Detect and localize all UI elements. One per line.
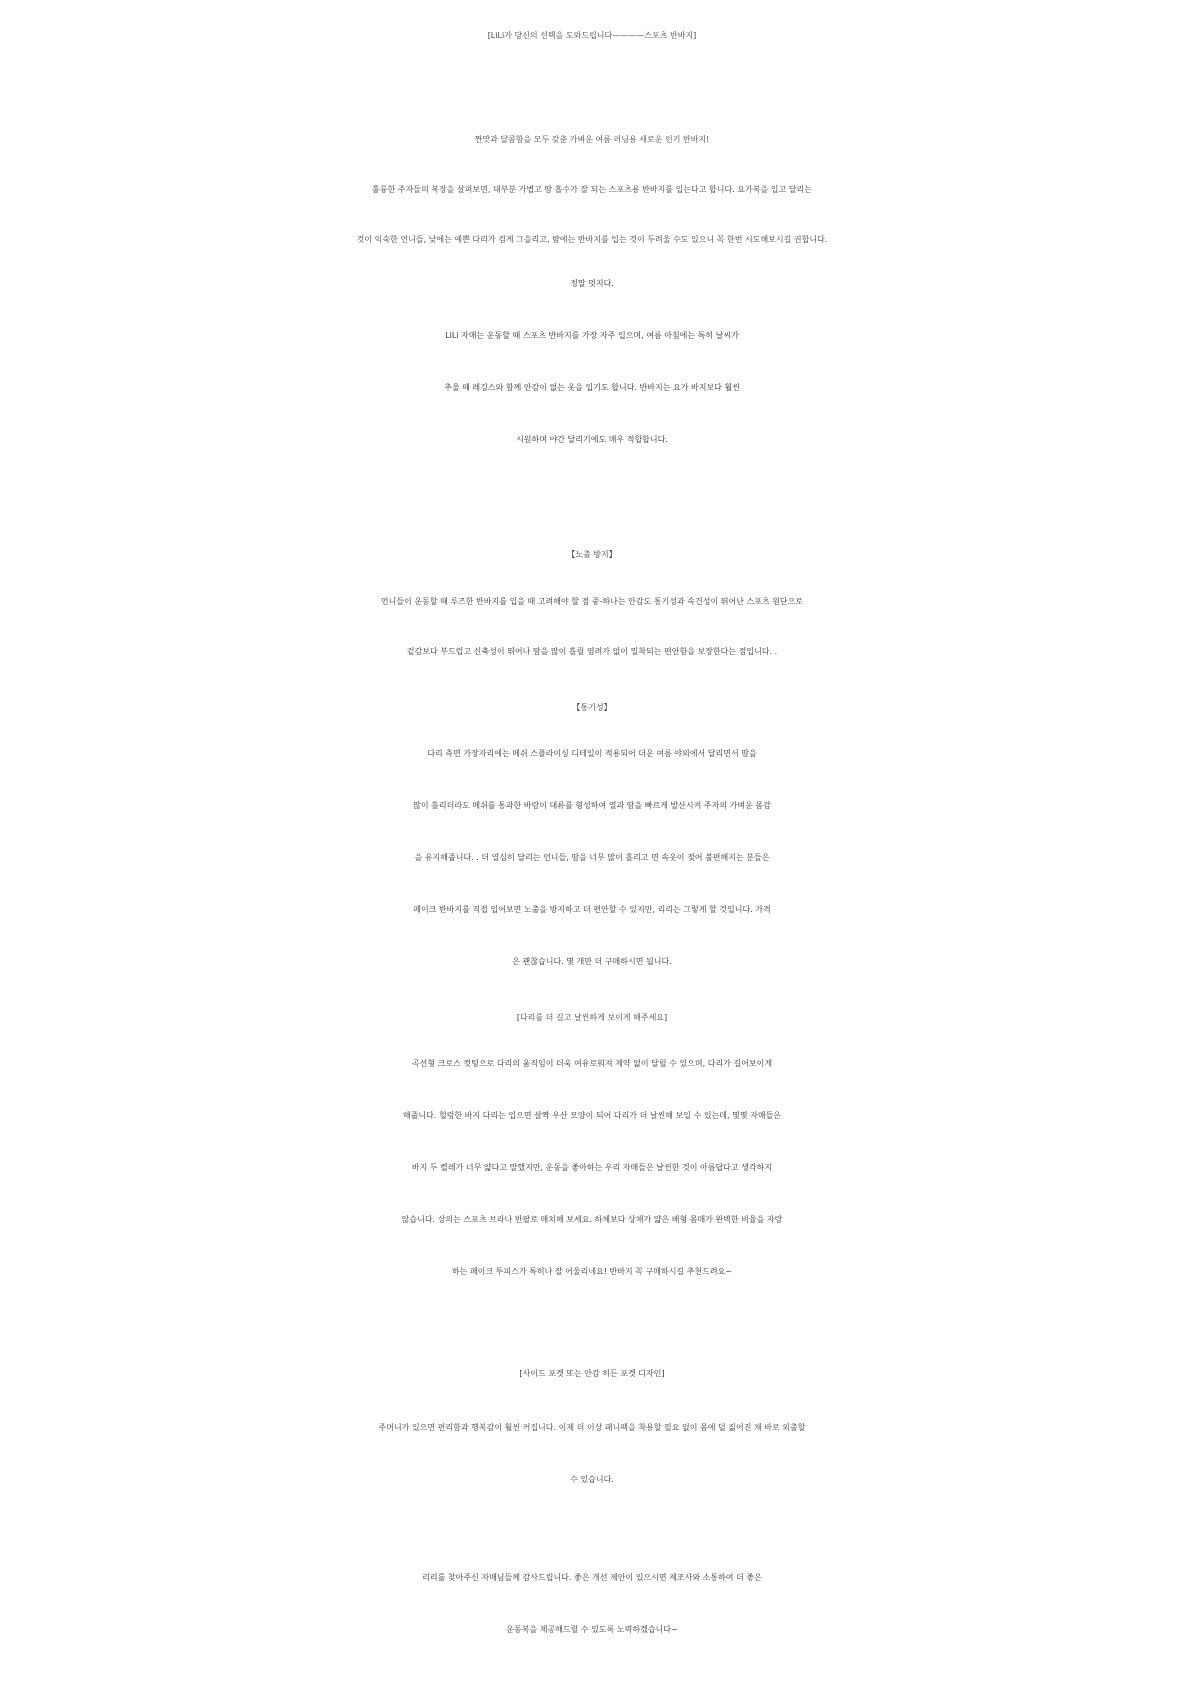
page-title: [LiLi가 당신의 선택을 도와드립니다————스포츠 반바지] <box>487 31 697 40</box>
highlight-line: 시원하며 야간 달리기에도 매우 적합합니다. <box>516 435 668 444</box>
section-heading-pocket: [사이드 포켓 또는 안감 히든 포켓 디자인] <box>519 1369 665 1378</box>
intro-tagline: 짠맛과 달콤함을 모두 갖춘 가벼운 여름 러닝용 새로운 인기 반바지! <box>474 135 710 144</box>
breathability-line: 페이크 반바지를 직접 입어보면 노출을 방지하고 더 편안할 수 있지만, 리리는 그렇게 할 것입니다. 가격 <box>413 905 771 914</box>
pocket-line: 주머니가 있으면 편리함과 행복감이 훨씬 커집니다. 이제 더 이상 패니팩을 착용할 필요 없이 몸에 덜 짊어진 채 바로 외출할 <box>378 1423 806 1432</box>
breathability-line: 을 유지해줍니다. . 더 열심히 달리는 언니들, 땀을 너무 많이 흘리고 면 속옷이 젖어 불편해지는 분들은 <box>414 853 770 862</box>
breathability-line: 많이 흘리더라도 메쉬를 통과한 바람이 대류를 형성하여 열과 땀을 빠르게 발산시켜 주자의 가벼운 몸감 <box>413 801 771 810</box>
highlight-line: LiLi 자매는 운동할 때 스포츠 반바지를 가장 자주 입으며, 여름 아침에는 특히 날씨가 <box>445 331 739 340</box>
breathability-line: 다리 측면 가장자리에는 메쉬 스플라이싱 디테일이 적용되어 더운 여름 야외에서 달리면서 땀을 <box>427 749 757 758</box>
highlight-line: 추울 때 레깅스와 함께 안감이 없는 옷을 입기도 합니다. 반바지는 요가 바지보다 훨씬 <box>444 383 740 392</box>
legs-line: 바지 두 켤레가 너무 얇다고 말했지만, 운동을 좋아하는 우리 자매들은 날씬한 것이 아름답다고 생각하지 <box>411 1163 773 1172</box>
intro-line: 훌륭한 주자들의 복장을 살펴보면, 대부분 가볍고 땀 흡수가 잘 되는 스포츠용 반바지를 입는다고 합니다. 요가복을 입고 달리는 <box>372 185 812 194</box>
exposure-line: 언니들이 운동할 때 루즈한 반바지를 입을 때 고려해야 할 점 중-하나는 안감도 통기성과 속건성이 뛰어난 스포츠 원단으로 <box>380 597 804 606</box>
closing-line: 운동복을 제공해드릴 수 있도록 노력하겠습니다~ <box>506 1625 678 1634</box>
breathability-line: 은 괜찮습니다. 몇 개만 더 구매하시면 됩니다. <box>512 957 672 966</box>
section-heading-exposure: 【노출 방지】 <box>567 550 617 559</box>
section-heading-breathability: 【통기성】 <box>572 703 612 712</box>
legs-line: 곡선형 크로스 컷팅으로 다리의 움직임이 더욱 여유로워져 제약 없이 달릴 수 있으며, 다리가 길어보이게 <box>411 1059 773 1068</box>
legs-line: 하는 페이크 투피스가 특히나 잘 어울리네요! 반바지 꼭 구매하시길 추천드려요~ <box>451 1267 733 1276</box>
legs-line: 않습니다. 상의는 스포츠 브라나 반팔로 매치해 보세요. 하체보다 상체가 얇은 배형 몸매가 완벽한 비율을 자랑 <box>401 1215 783 1224</box>
section-heading-legs: [다리를 더 길고 날씬하게 보이게 해주세요] <box>516 1013 668 1022</box>
highlight-line: 정말 멋지다. <box>570 279 614 288</box>
legs-line: 해줍니다. 헐렁한 바지 다리는 입으면 살짝 우산 모양이 되어 다리가 더 날씬해 보일 수 있는데, 몇몇 자매들은 <box>402 1111 782 1120</box>
closing-line: 리리를 찾아주신 자매님들께 감사드립니다. 좋은 개선 제안이 있으시면 제조사와 소통하여 더 좋은 <box>422 1573 762 1582</box>
intro-line: 것이 익숙한 언니들, 낮에는 예쁜 다리가 검게 그을리고, 밤에는 반바지를 입는 것이 두려울 수도 있으니 꼭 한번 시도해보시길 권합니다. <box>356 235 828 244</box>
pocket-line: 수 있습니다. <box>570 1475 614 1484</box>
exposure-line: 겉감보다 부드럽고 신축성이 뛰어나 땀을 많이 흘릴 염려가 없이 밀착되는 편안함을 보장한다는 점입니다. . <box>406 647 778 656</box>
